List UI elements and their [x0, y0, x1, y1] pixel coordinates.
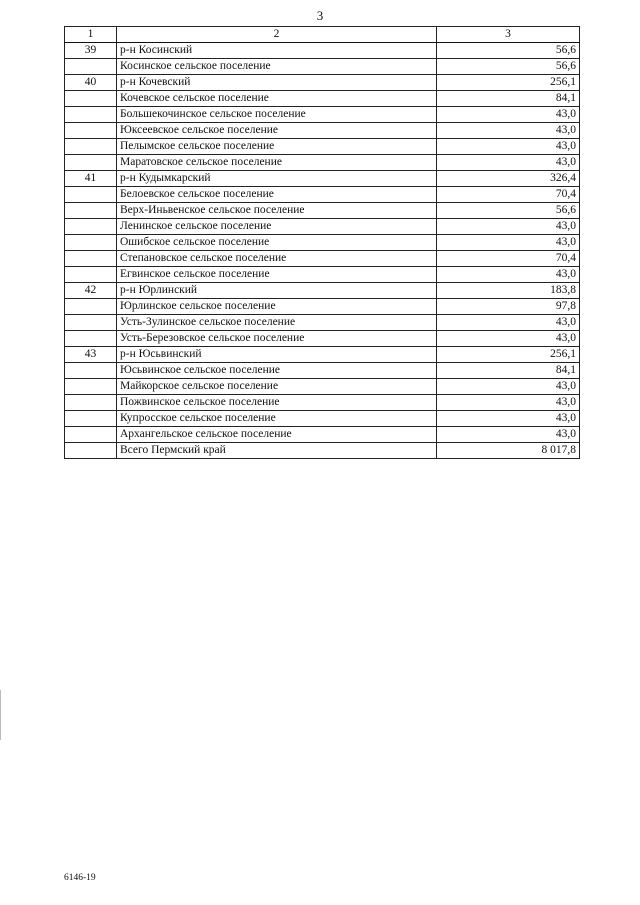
table-row	[65, 347, 580, 363]
municipality-name: Юрлинское сельское поселение	[117, 299, 437, 315]
table-row	[65, 251, 580, 267]
row-number	[65, 187, 117, 203]
municipality-name: Маратовское сельское поселение	[117, 155, 437, 171]
row-value: 183,8	[437, 283, 580, 299]
row-value: 43,0	[437, 331, 580, 347]
row-value: 70,4	[437, 251, 580, 267]
table-row	[65, 395, 580, 411]
row-value: 43,0	[437, 235, 580, 251]
row-number	[65, 363, 117, 379]
municipality-name: р-н Кочевский	[117, 75, 437, 91]
table-row	[65, 299, 580, 315]
table-row	[65, 123, 580, 139]
row-value: 43,0	[437, 379, 580, 395]
table-row	[65, 331, 580, 347]
row-number	[65, 123, 117, 139]
table-row	[65, 235, 580, 251]
row-value: 43,0	[437, 267, 580, 283]
table-row	[65, 219, 580, 235]
table-row	[65, 203, 580, 219]
row-number	[65, 267, 117, 283]
table-row	[65, 43, 580, 59]
municipality-name: Усть-Зулинское сельское поселение	[117, 315, 437, 331]
row-number	[65, 219, 117, 235]
municipality-name: р-н Косинский	[117, 43, 437, 59]
page-number: 3	[316, 8, 324, 23]
row-value: 43,0	[437, 123, 580, 139]
table-header-row	[65, 27, 580, 43]
row-number: 39	[65, 43, 117, 59]
row-value: 56,6	[437, 59, 580, 75]
municipality-name: р-н Юсьвинский	[117, 347, 437, 363]
row-number	[65, 203, 117, 219]
municipality-name: Усть-Березовское сельское поселение	[117, 331, 437, 347]
row-value: 43,0	[437, 315, 580, 331]
row-number	[65, 155, 117, 171]
municipality-name: Пожвинское сельское поселение	[117, 395, 437, 411]
municipality-name: Белоевское сельское поселение	[117, 187, 437, 203]
municipality-name: Ленинское сельское поселение	[117, 219, 437, 235]
municipality-name: Юксеевское сельское поселение	[117, 123, 437, 139]
row-number	[65, 251, 117, 267]
row-value: 97,8	[437, 299, 580, 315]
municipality-name: Всего Пермский край	[117, 443, 437, 459]
margin-mark	[0, 690, 1, 740]
table-row	[65, 155, 580, 171]
table-row	[65, 171, 580, 187]
row-value: 43,0	[437, 107, 580, 123]
row-value: 43,0	[437, 219, 580, 235]
municipality-name: Егвинское сельское поселение	[117, 267, 437, 283]
row-value: 8 017,8	[437, 443, 580, 459]
municipality-name: р-н Юрлинский	[117, 283, 437, 299]
table-row	[65, 411, 580, 427]
table-row	[65, 267, 580, 283]
municipality-name: р-н Кудымкарский	[117, 171, 437, 187]
row-value: 43,0	[437, 427, 580, 443]
row-number: 43	[65, 347, 117, 363]
row-value: 256,1	[437, 75, 580, 91]
row-number	[65, 235, 117, 251]
row-number	[65, 331, 117, 347]
row-number	[65, 411, 117, 427]
municipality-name: Архангельское сельское поселение	[117, 427, 437, 443]
municipality-name: Ошибское сельское поселение	[117, 235, 437, 251]
row-number	[65, 379, 117, 395]
municipality-name: Юсьвинское сельское поселение	[117, 363, 437, 379]
table-row	[65, 91, 580, 107]
header-col-2: 2	[117, 27, 437, 43]
document-code: 6146-19	[64, 873, 96, 883]
row-number: 42	[65, 283, 117, 299]
table-row	[65, 363, 580, 379]
table-row	[65, 315, 580, 331]
municipality-name: Купросское сельское поселение	[117, 411, 437, 427]
table-row	[65, 139, 580, 155]
row-value: 43,0	[437, 411, 580, 427]
table-row	[65, 427, 580, 443]
row-number	[65, 443, 117, 459]
row-number	[65, 107, 117, 123]
row-value: 70,4	[437, 187, 580, 203]
municipality-name: Майкорское сельское поселение	[117, 379, 437, 395]
row-number	[65, 395, 117, 411]
row-value: 56,6	[437, 43, 580, 59]
row-number	[65, 299, 117, 315]
row-number: 41	[65, 171, 117, 187]
table-row	[65, 107, 580, 123]
table-row	[65, 379, 580, 395]
row-number: 40	[65, 75, 117, 91]
table-row	[65, 59, 580, 75]
row-value: 43,0	[437, 155, 580, 171]
header-col-3: 3	[437, 27, 580, 43]
row-value: 56,6	[437, 203, 580, 219]
row-value: 256,1	[437, 347, 580, 363]
municipality-name: Степановское сельское поселение	[117, 251, 437, 267]
row-value: 84,1	[437, 91, 580, 107]
row-number	[65, 315, 117, 331]
row-value: 43,0	[437, 139, 580, 155]
row-number	[65, 139, 117, 155]
table-row	[65, 283, 580, 299]
municipality-name: Большекочинское сельское поселение	[117, 107, 437, 123]
row-value: 84,1	[437, 363, 580, 379]
municipality-name: Косинское сельское поселение	[117, 59, 437, 75]
allocation-table	[64, 26, 580, 459]
table-row	[65, 187, 580, 203]
row-number	[65, 59, 117, 75]
row-number	[65, 427, 117, 443]
row-number	[65, 91, 117, 107]
header-col-1: 1	[65, 27, 117, 43]
table-row	[65, 75, 580, 91]
municipality-name: Пелымское сельское поселение	[117, 139, 437, 155]
municipality-name: Верх-Иньвенское сельское поселение	[117, 203, 437, 219]
municipality-name: Кочевское сельское поселение	[117, 91, 437, 107]
table-row	[65, 443, 580, 459]
row-value: 326,4	[437, 171, 580, 187]
row-value: 43,0	[437, 395, 580, 411]
